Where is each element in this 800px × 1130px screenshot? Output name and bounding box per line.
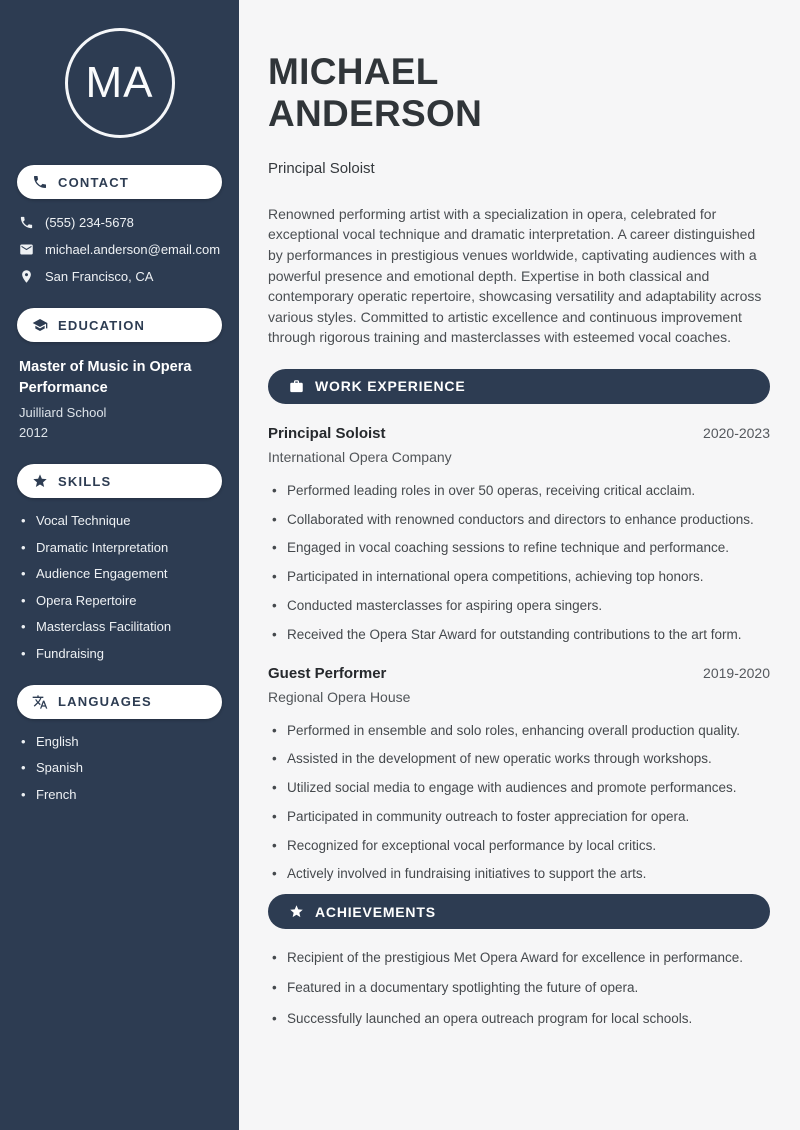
skill-item: • Fundraising — [21, 646, 222, 661]
language-item: • French — [21, 787, 222, 802]
language-item: • Spanish — [21, 760, 222, 775]
education-section-header — [17, 308, 222, 342]
job-bullet: • Participated in international opera competitions, achieving top honors. — [272, 568, 770, 586]
skill-item: • Dramatic Interpretation — [21, 540, 222, 555]
phone-icon — [19, 215, 34, 230]
location-text: San Francisco, CA — [45, 269, 154, 284]
job-company: Regional Opera House — [268, 688, 411, 705]
skill-item: • Opera Repertoire — [21, 593, 222, 608]
skill-item: • Vocal Technique — [21, 513, 222, 528]
name-line1: MICHAEL — [268, 50, 439, 92]
contact-list — [17, 215, 222, 284]
education-year: 2012 — [19, 425, 48, 441]
main-content — [239, 0, 800, 1130]
job-role: Guest Performer — [268, 664, 387, 682]
contact-section-title: CONTACT — [58, 174, 129, 190]
contact-item-email — [19, 242, 222, 257]
job-bullet: • Engaged in vocal coaching sessions to refine technique and performance. — [272, 539, 770, 557]
job-bullet: • Collaborated with renowned conductors and directors to enhance productions. — [272, 511, 770, 529]
email-address: michael.anderson@email.com — [45, 242, 221, 257]
achievement-bullet: • Featured in a documentary spotlighting the future of opera. — [272, 979, 770, 997]
job-dates: 2020-2023 — [703, 424, 770, 441]
graduation-cap-icon — [32, 317, 48, 333]
achievements-section-title: ACHIEVEMENTS — [315, 903, 436, 920]
job-header — [268, 665, 770, 682]
languages-section-header — [17, 685, 222, 719]
phone-icon — [32, 174, 48, 190]
mail-icon — [19, 242, 34, 257]
achievement-bullet: • Recipient of the prestigious Met Opera Award for excellence in performance. — [272, 949, 770, 967]
contact-section-header — [17, 165, 222, 199]
professional-title: Principal Soloist — [268, 159, 375, 177]
job-bullet: • Participated in community outreach to foster appreciation for opera. — [272, 808, 770, 826]
job-bullet: • Conducted masterclasses for aspiring opera singers. — [272, 597, 770, 615]
summary-paragraph: Renowned performing artist with a specialization in opera, celebrated for exceptional vocal technique and dramatic interpretation. A career distinguished by performances in prestigious venues worldwide, captivating audiences with a powerful presence and emotional depth. Expertise in both classical and contemporary operatic repertoire, showcasing versatility and adaptability across various styles. Committed to artistic excellence and continuous improvement through rigorous training and masterclasses with esteemed vocal coaches. — [268, 205, 762, 346]
job-dates: 2019-2020 — [703, 664, 770, 681]
job-bullet: • Actively involved in fundraising initiatives to support the arts. — [272, 865, 770, 883]
education-entry — [19, 357, 220, 440]
sidebar — [0, 0, 239, 1130]
education-section-title: EDUCATION — [58, 317, 146, 333]
job-entry — [268, 425, 770, 644]
star-icon — [32, 473, 48, 489]
work-experience-section-header — [268, 369, 770, 404]
achievements-list — [268, 949, 770, 1028]
name-line2: ANDERSON — [268, 92, 483, 134]
phone-number: (555) 234-5678 — [45, 215, 134, 230]
skills-section-title: SKILLS — [58, 473, 112, 489]
job-header — [268, 425, 770, 442]
briefcase-icon — [289, 379, 304, 394]
job-entry — [268, 665, 770, 884]
skills-list — [17, 513, 222, 661]
skill-item: • Audience Engagement — [21, 566, 222, 581]
job-bullet: • Performed in ensemble and solo roles, enhancing overall production quality. — [272, 722, 770, 740]
contact-item-phone — [19, 215, 222, 230]
avatar — [65, 28, 175, 138]
job-bullet: • Utilized social media to engage with audiences and promote performances. — [272, 779, 770, 797]
education-school: Juilliard School — [19, 405, 107, 421]
languages-section-title: LANGUAGES — [58, 694, 152, 710]
job-role: Principal Soloist — [268, 424, 386, 442]
job-company: International Opera Company — [268, 448, 452, 465]
job-bullet-list — [268, 482, 770, 644]
job-bullet: • Received the Opera Star Award for outstanding contributions to the art form. — [272, 626, 770, 644]
star-icon — [289, 904, 304, 919]
page-title — [268, 51, 770, 135]
education-degree: Master of Music in Opera Performance — [19, 359, 192, 397]
contact-item-location — [19, 269, 222, 284]
achievements-section-header — [268, 894, 770, 929]
work-experience-section-title: WORK EXPERIENCE — [315, 378, 466, 395]
location-icon — [19, 269, 34, 284]
skills-section-header — [17, 464, 222, 498]
translate-icon — [32, 694, 48, 710]
skill-item: • Masterclass Facilitation — [21, 619, 222, 634]
language-item: • English — [21, 734, 222, 749]
avatar-initials: MA — [85, 58, 154, 107]
achievement-bullet: • Successfully launched an opera outreach program for local schools. — [272, 1010, 770, 1028]
job-bullet: • Performed leading roles in over 50 operas, receiving critical acclaim. — [272, 482, 770, 500]
languages-list — [17, 734, 222, 802]
job-bullet: • Assisted in the development of new operatic works through workshops. — [272, 750, 770, 768]
job-bullet: • Recognized for exceptional vocal performance by local critics. — [272, 837, 770, 855]
job-bullet-list — [268, 722, 770, 884]
